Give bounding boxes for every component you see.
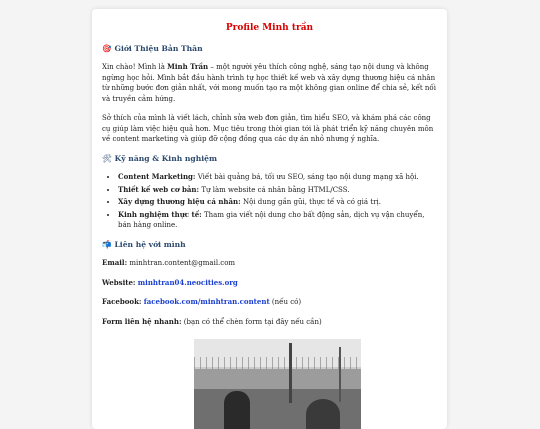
skill-text: Tự làm website cá nhân bằng HTML/CSS.: [199, 185, 350, 194]
skill-item: [118, 197, 437, 208]
skill-text: Tham gia viết nội dung cho bất động sản, dịch vụ vận chuyển, bán hàng online.: [118, 210, 425, 229]
form-line: [102, 317, 437, 328]
intro-p1-before: Xin chào! Mình là: [102, 63, 168, 71]
skill-label: Content Marketing:: [118, 172, 196, 181]
skill-label: Thiết kế web cơ bản:: [118, 184, 200, 194]
mailbox-icon: 📬: [102, 239, 112, 249]
email-label: Email:: [102, 258, 128, 267]
facebook-link[interactable]: facebook.com/minhtran.content: [143, 297, 270, 306]
contact-heading-text: Liên hệ với mình: [114, 239, 186, 249]
intro-name: Minh Trần: [167, 62, 209, 71]
email-value: minhtran.content@gmail.com: [127, 259, 236, 267]
page-title: Profile Minh trần: [225, 23, 314, 33]
tools-icon: 🛠: [102, 153, 112, 163]
website-label: Website:: [102, 277, 136, 287]
intro-p1-after: – một người yêu thích công nghệ, sáng tạo nội dung và không ngừng học hỏi. Mình bắt đầu hành trình tự học thiết kế web và xây dựng thương hiệu cá nhân từ những bước đơn giản nhất, với mong muốn tạo ra một không gian online để chia sẻ, kết nối và truyền cảm hứng.: [102, 63, 436, 103]
skills-list: [102, 172, 437, 231]
intro-heading: [102, 44, 437, 55]
facebook-label: Facebook:: [102, 297, 142, 306]
skill-item: [118, 172, 437, 183]
profile-card: [92, 9, 447, 429]
target-icon: 🎯: [102, 43, 112, 53]
intro-heading-text: Giới Thiệu Bản Thân: [114, 43, 203, 53]
skill-label: Xây dựng thương hiệu cá nhân:: [118, 197, 241, 206]
contact-heading: [102, 240, 437, 251]
facebook-line: [102, 297, 437, 308]
website-line: [102, 278, 437, 289]
website-link[interactable]: minhtran04.neocities.org: [137, 277, 238, 287]
intro-paragraph-1: [102, 62, 437, 104]
form-label: Form liên hệ nhanh:: [102, 316, 182, 326]
skill-text: Nội dung gần gũi, thực tế và có giá trị.: [240, 198, 381, 206]
skill-item: [118, 210, 437, 231]
skills-heading-text: Kỹ năng & Kinh nghiệm: [114, 153, 217, 163]
skill-item: [118, 185, 437, 196]
form-note: (bạn có thể chèn form tại đây nếu cần): [181, 317, 322, 326]
skill-text: Viết bài quảng bá, tối ưu SEO, sáng tạo nội dung mạng xã hội.: [195, 173, 419, 181]
skill-label: Kinh nghiệm thực tế:: [118, 209, 202, 219]
intro-paragraph-2: Sở thích của mình là viết lách, chỉnh sửa web đơn giản, tìm hiểu SEO, và khám phá các công cụ giúp làm việc hiệu quả hơn. Mục tiêu trong thời gian tới là phát triển kỹ năng chuyên môn về content marketing và giúp đỡ cộng đồng qua các dự án nhỏ nhưng ý nghĩa.: [102, 114, 434, 143]
email-line: [102, 258, 437, 269]
skills-heading: [102, 154, 437, 165]
profile-photo: [194, 339, 361, 429]
facebook-note: (nếu có): [269, 298, 302, 306]
